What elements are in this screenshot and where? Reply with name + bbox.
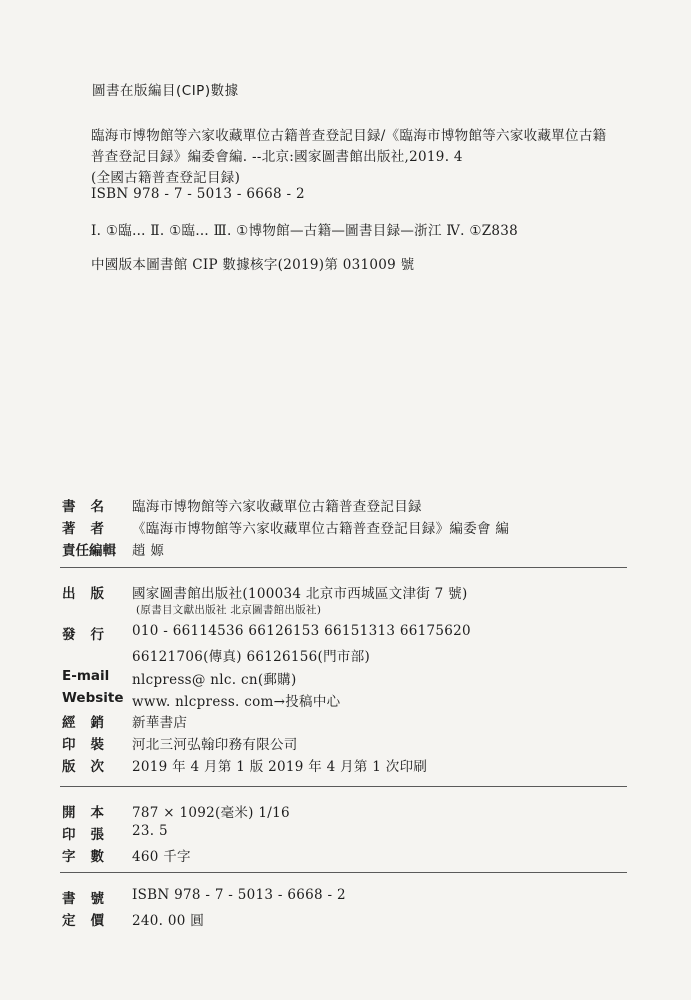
price-value: 240. 00 圓 bbox=[132, 913, 205, 929]
publisher-note: (原書目文獻出版社 北京圖書館出版社) bbox=[136, 604, 322, 616]
cip-line-3: (全國古籍普查登記目録) bbox=[91, 170, 241, 186]
price-label: 定價 bbox=[62, 913, 104, 929]
format-value: 787 × 1092(毫米) 1/16 bbox=[132, 805, 290, 821]
sheets-value: 23. 5 bbox=[132, 823, 168, 839]
author-value: 《臨海市博物館等六家收藏單位古籍普查登記目録》編委會 編 bbox=[132, 521, 510, 537]
printing-label: 印裝 bbox=[62, 737, 104, 753]
cip-isbn: ISBN 978 - 7 - 5013 - 6668 - 2 bbox=[91, 186, 305, 202]
publisher-label: 出版 bbox=[62, 586, 104, 602]
title-label: 書名 bbox=[62, 499, 104, 515]
email-value: nlcpress@ nlc. cn(郵購) bbox=[132, 672, 297, 688]
sales-value: 新華書店 bbox=[132, 715, 188, 731]
isbn-label: 書號 bbox=[62, 891, 104, 907]
editor-value: 趙 嫄 bbox=[132, 543, 165, 559]
distribution-fax: 66121706(傳真) 66126156(門市部) bbox=[132, 649, 371, 665]
distribution-label: 發行 bbox=[62, 627, 104, 643]
sales-label: 經銷 bbox=[62, 715, 104, 731]
wordcount-value: 460 千字 bbox=[132, 849, 191, 865]
isbn-value: ISBN 978 - 7 - 5013 - 6668 - 2 bbox=[132, 887, 346, 903]
divider-3 bbox=[60, 872, 627, 873]
cip-classification: Ⅰ. ①臨… Ⅱ. ①臨… Ⅲ. ①博物館—古籍—圖書目録—浙江 Ⅳ. ①Z838 bbox=[91, 223, 519, 239]
cip-line-1: 臨海市博物館等六家收藏單位古籍普查登記目録/《臨海市博物館等六家收藏單位古籍 bbox=[91, 128, 607, 144]
editor-label: 責任編輯 bbox=[62, 543, 116, 559]
publisher-value: 國家圖書館出版社(100034 北京市西城區文津街 7 號) bbox=[132, 586, 468, 602]
sheets-label: 印張 bbox=[62, 827, 104, 843]
edition-value: 2019 年 4 月第 1 版 2019 年 4 月第 1 次印刷 bbox=[132, 759, 428, 775]
website-value: www. nlcpress. com→投稿中心 bbox=[132, 694, 341, 710]
cip-title: 圖書在版編目(CIP)數據 bbox=[92, 83, 239, 99]
cip-record-number: 中國版本圖書館 CIP 數據核字(2019)第 031009 號 bbox=[91, 257, 415, 273]
format-label: 開本 bbox=[62, 805, 104, 821]
website-label: Website bbox=[62, 690, 124, 706]
email-label: E-mail bbox=[62, 668, 110, 684]
cip-line-2: 普查登記目録》編委會編. --北京:國家圖書館出版社,2019. 4 bbox=[91, 149, 463, 165]
printing-value: 河北三河弘翰印務有限公司 bbox=[132, 737, 298, 753]
author-label: 著者 bbox=[62, 521, 104, 537]
divider-1 bbox=[60, 567, 627, 568]
distribution-phones: 010 - 66114536 66126153 66151313 66175620 bbox=[132, 623, 471, 639]
wordcount-label: 字數 bbox=[62, 849, 104, 865]
title-value: 臨海市博物館等六家收藏單位古籍普查登記目録 bbox=[132, 499, 422, 515]
edition-label: 版次 bbox=[62, 759, 104, 775]
divider-2 bbox=[60, 786, 627, 787]
